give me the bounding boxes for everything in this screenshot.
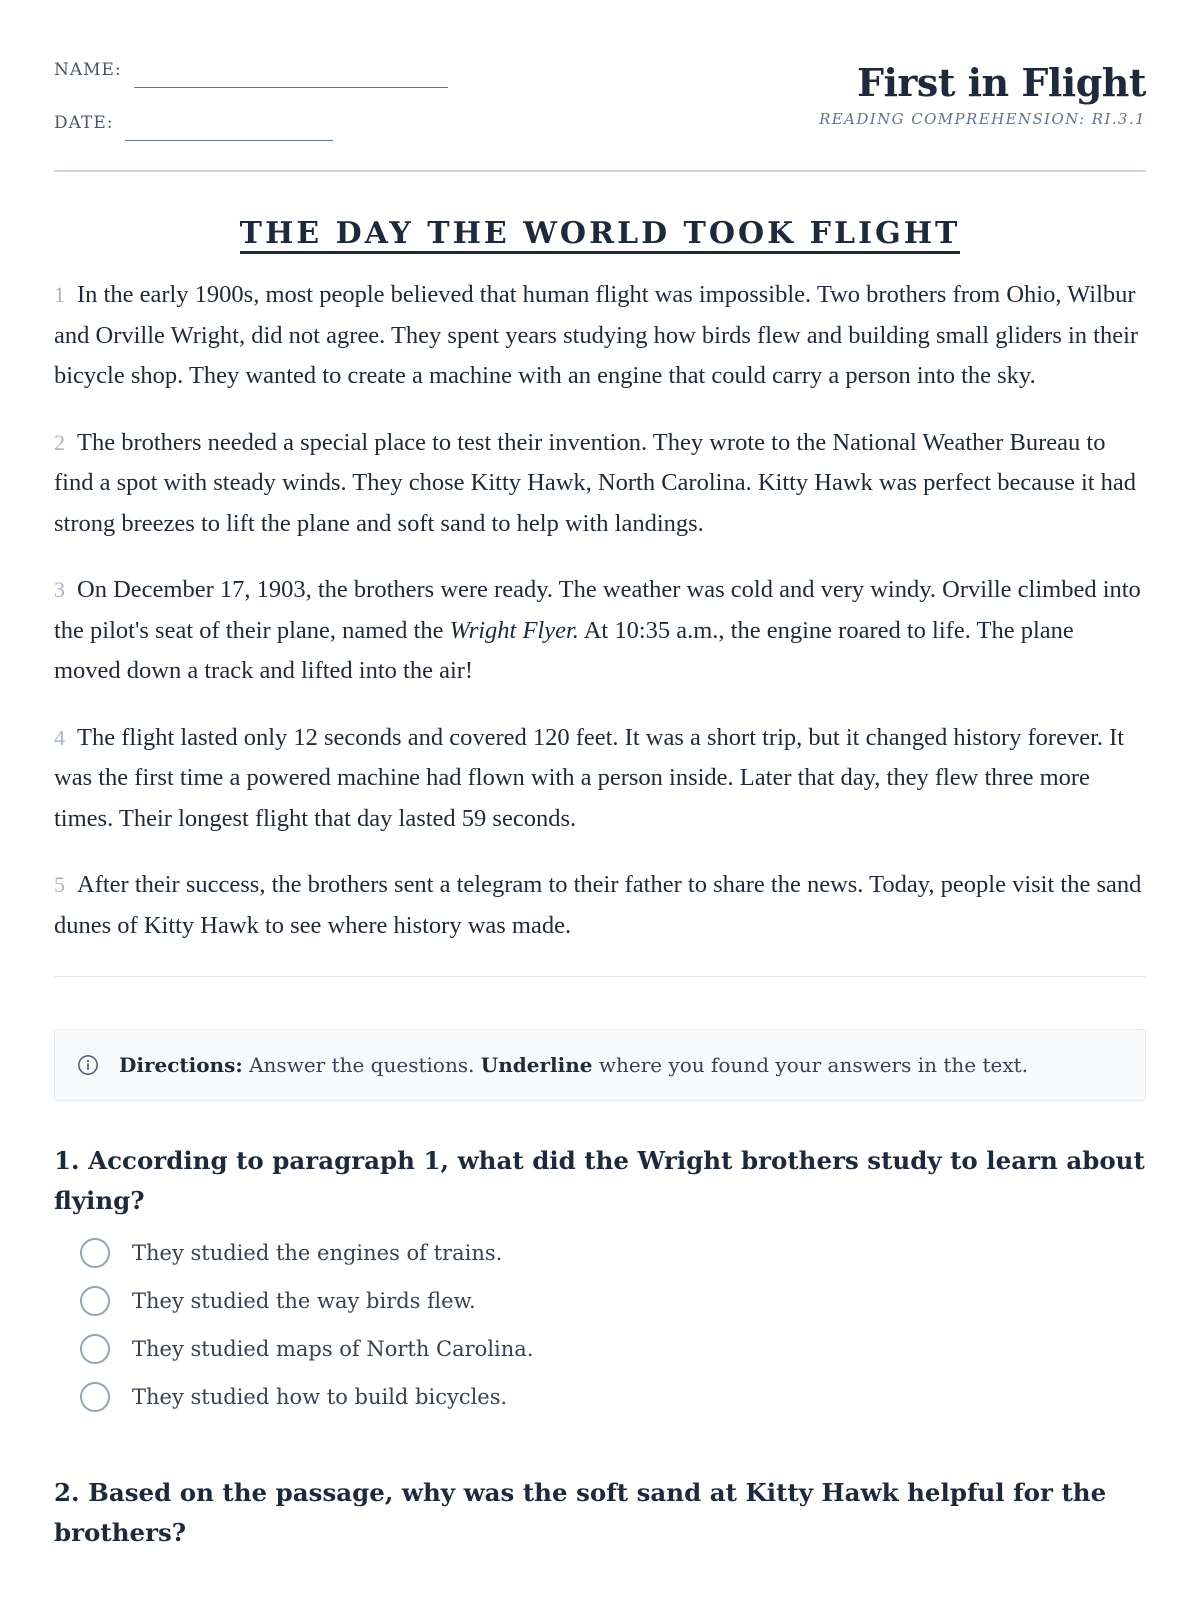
worksheet-header (54, 0, 1146, 172)
date-field (54, 113, 333, 133)
answer-label: They studied how to build bicycles. (132, 1385, 508, 1409)
plane-name-italic: Wright Flyer. (449, 616, 579, 644)
radio-button[interactable] (80, 1286, 110, 1316)
paragraph-text: After their success, the brothers sent a telegram to their father to share the news. Today, people visit the sand dunes of Kitty Hawk to see where history was made. (54, 871, 1142, 939)
passage-title (54, 216, 1146, 251)
paragraph-number: 1 (54, 282, 65, 307)
passage-title-text: THE DAY THE WORLD TOOK FLIGHT (240, 216, 961, 254)
directions-instruction: Answer the questions. (242, 1053, 481, 1077)
name-label: NAME: (54, 60, 122, 80)
radio-button[interactable] (80, 1382, 110, 1412)
question-2 (54, 1473, 1146, 1553)
radio-button[interactable] (80, 1238, 110, 1268)
radio-button[interactable] (80, 1334, 110, 1364)
date-blank-line[interactable] (125, 139, 333, 141)
passage-divider (54, 976, 1146, 977)
date-label: DATE: (54, 113, 114, 133)
answer-label: They studied maps of North Carolina. (132, 1337, 534, 1361)
directions-box (54, 1029, 1146, 1101)
paragraph-5 (54, 865, 1146, 946)
paragraph-4 (54, 718, 1146, 840)
answer-label: They studied the engines of trains. (132, 1241, 503, 1265)
paragraph-number: 4 (54, 724, 65, 750)
passage-body (54, 275, 1146, 946)
directions-label: Directions: (119, 1053, 243, 1077)
paragraph-number: 3 (54, 577, 65, 602)
paragraph-3 (54, 570, 1146, 692)
directions-text (119, 1053, 1028, 1077)
paragraph-2 (54, 423, 1146, 545)
paragraph-text: On December 17, 1903, the brothers were ready. The weather was cold and very windy. Orville climbed into the pilot's seat of their plane, named the (54, 576, 1141, 644)
question-1 (54, 1141, 1146, 1421)
title-block (819, 62, 1146, 128)
answer-options (80, 1229, 1146, 1421)
answer-option-a[interactable] (80, 1229, 1146, 1277)
answer-option-b[interactable] (80, 1277, 1146, 1325)
info-icon (77, 1054, 99, 1076)
paragraph-number: 5 (54, 872, 65, 897)
answer-option-c[interactable] (80, 1325, 1146, 1373)
worksheet-subtitle: READING COMPREHENSION: RI.3.1 (819, 109, 1146, 128)
answer-label: They studied the way birds flew. (132, 1289, 476, 1313)
paragraph-text-continued: At 10:35 a.m., the engine roared to life. The plane moved down a track and lifted into the air! (54, 616, 1074, 684)
name-blank-line[interactable] (134, 86, 448, 88)
paragraph-text: The flight lasted only 12 seconds and covered 120 feet. It was a short trip, but it changed history forever. It was the first time a powered machine had flown with a person inside. Later that day, they flew three more times. Their longest flight that day lasted 59 seconds. (54, 723, 1125, 832)
question-text: 2. Based on the passage, why was the soft sand at Kitty Hawk helpful for the brothers? (54, 1478, 1107, 1547)
directions-emphasis: Underline (480, 1053, 593, 1077)
question-text: 1. According to paragraph 1, what did the Wright brothers study to learn about flying? (54, 1146, 1145, 1215)
paragraph-text: In the early 1900s, most people believed that human flight was impossible. Two brothers from Ohio, Wilbur and Orville Wright, did not agree. They spent years studying how birds flew and building small gliders in their bicycle shop. They wanted to create a machine with an engine that could carry a person into the sky. (54, 281, 1139, 389)
paragraph-1 (54, 275, 1146, 397)
worksheet-title: First in Flight (856, 60, 1146, 105)
paragraph-number: 2 (54, 429, 65, 455)
worksheet-page (54, 0, 1146, 1553)
directions-instruction-end: where you found your answers in the text. (592, 1053, 1029, 1077)
name-field (54, 60, 448, 80)
paragraph-text: The brothers needed a special place to test their invention. They wrote to the National Weather Bureau to find a spot with steady winds. They chose Kitty Hawk, North Carolina. Kitty Hawk was perfect because it had strong breezes to lift the plane and soft sand to help with landings. (54, 428, 1137, 537)
answer-option-d[interactable] (80, 1373, 1146, 1421)
